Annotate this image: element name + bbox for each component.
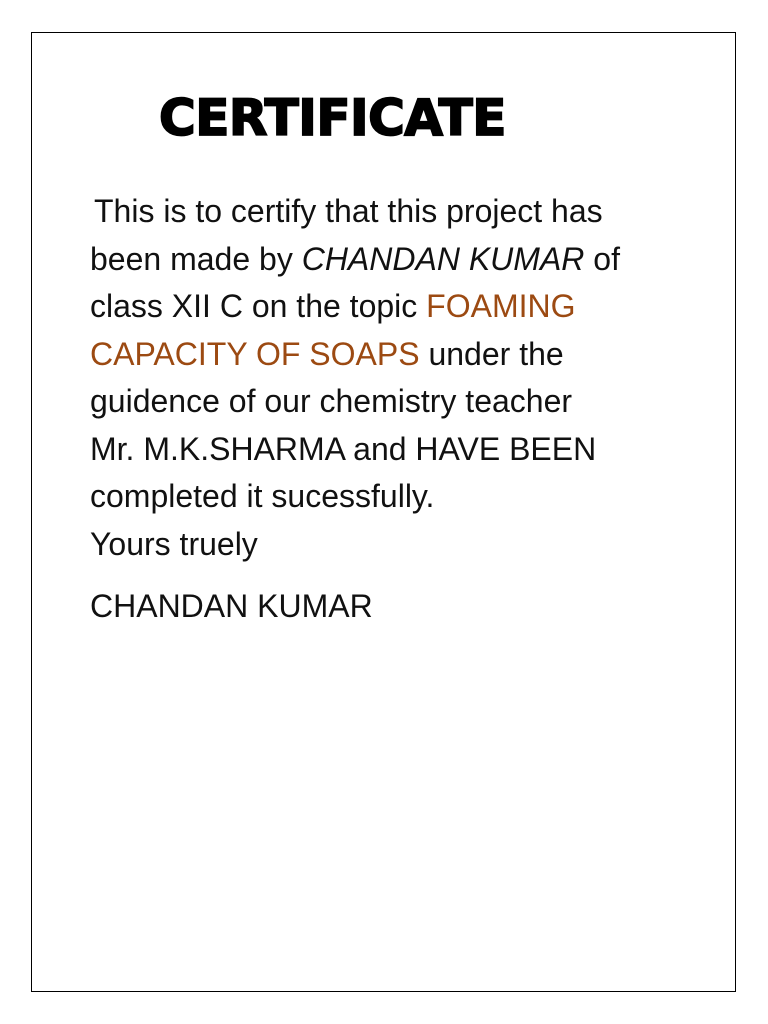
body-line-4-suffix: under the bbox=[419, 335, 564, 372]
body-line-3 bbox=[90, 283, 710, 331]
body-line-4 bbox=[90, 331, 710, 379]
signature-name: CHANDAN KUMAR bbox=[90, 588, 373, 624]
certificate-title: CERTIFICATE bbox=[159, 89, 506, 147]
student-name-italic: CHANDAN KUMAR bbox=[301, 240, 585, 277]
body-line-7: completed it sucessfully. bbox=[90, 478, 435, 514]
body-line-5: guidence of our chemistry teacher bbox=[90, 383, 573, 419]
body-line-2-suffix: of bbox=[584, 240, 620, 277]
body-line-2-prefix: been made by bbox=[90, 240, 302, 277]
body-line-1: This is to certify that this project has bbox=[94, 193, 603, 229]
body-line-6: Mr. M.K.SHARMA and HAVE BEEN bbox=[90, 430, 597, 467]
body-line-2 bbox=[90, 236, 710, 284]
closing-line: Yours truely bbox=[90, 525, 258, 562]
certificate-page bbox=[31, 32, 736, 992]
certificate-body bbox=[90, 188, 710, 568]
project-topic-part-1: FOAMING bbox=[426, 288, 576, 324]
body-line-3-prefix: class XII C on the topic bbox=[90, 288, 427, 324]
project-topic-part-2: CAPACITY OF SOAPS bbox=[90, 335, 420, 372]
